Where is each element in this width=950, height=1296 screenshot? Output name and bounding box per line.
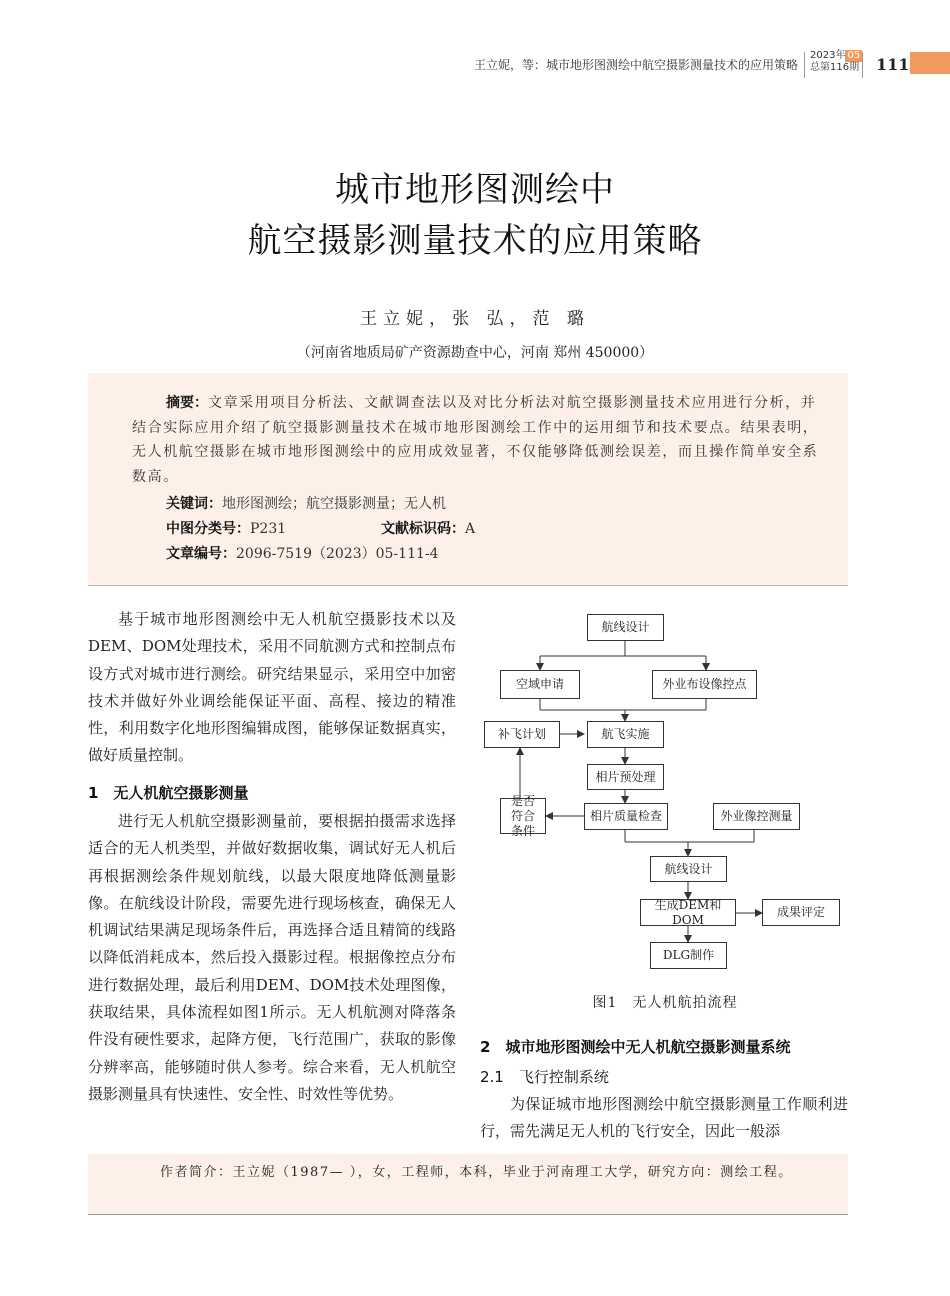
header-divider	[862, 52, 863, 78]
author-bio: 作者简介：王立妮（1987— ），女，工程师，本科，毕业于河南理工大学，研究方向：测绘工程。	[160, 1165, 793, 1180]
page-number: 111	[876, 55, 910, 74]
intro-paragraph: 基于城市地形图测绘中无人机航空摄影技术以及DEM、DOM处理技术，采用不同航测方式和控制点布设方式对城市进行测绘。研究结果显示，采用空中加密技术并做好外业调绘能保证平面、高程、接边的精准性，利用数字化地形图编辑成图，能够保证数据真实，做好质量控制。	[88, 610, 456, 765]
clc-number	[166, 518, 286, 538]
section-1-heading: 1 无人机航空摄影测量	[88, 784, 249, 802]
keywords-label: 关键词：	[166, 496, 222, 512]
article-title-line-2: 航空摄影测量技术的应用策略	[247, 221, 703, 261]
flow-node-route-design-2: 航线设计	[650, 856, 727, 882]
clc-value: P231	[250, 521, 287, 537]
abstract	[132, 391, 822, 489]
issue-number: 05	[847, 50, 861, 61]
flow-node-flight-exec: 航飞实施	[587, 721, 664, 748]
article-title-line-1: 城市地形图测绘中	[335, 170, 615, 210]
flowchart-figure	[480, 606, 850, 986]
abstract-label: 摘要：	[166, 395, 208, 411]
header-divider	[804, 52, 805, 78]
affiliation: （河南省地质局矿产资源勘查中心，河南 郑州 450000）	[296, 345, 654, 361]
flow-node-route-design: 航线设计	[587, 614, 664, 641]
flow-node-supplement-plan: 补飞计划	[484, 721, 560, 748]
section-2-heading: 2 城市地形图测绘中无人机航空摄影测量系统	[480, 1038, 791, 1056]
section-1-paragraph: 进行无人机航空摄影测量前，要根据拍摄需求选择适合的无人机类型，并做好数据收集，调试好无人机后再根据测绘条件规划航线，以最大限度地降低测量影像。在航线设计阶段，需要先进行现场核查，确保无人机调试结果满足现场条件后，再选择合适且精简的线路以降低消耗成本，然后投入摄影过程。根据像控点分布进行数据处理，最后利用DEM、DOM技术处理图像，获取结果，具体流程如图1所示。无人机航测对降落条件没有硬性要求，起降方便，飞行范围广，获取的影像分辨率高，能够随时供人参考。综合来看，无人机航空摄影测量具有快速性、安全性、时效性等优势。	[88, 812, 456, 1103]
flow-node-dlg-make: DLG制作	[650, 942, 727, 969]
document-code	[381, 518, 475, 538]
flow-node-field-control-layout: 外业布设像控点	[652, 670, 757, 699]
flow-node-photo-preprocess: 相片预处理	[587, 764, 664, 790]
flow-node-field-control-survey: 外业像控测量	[713, 803, 800, 830]
article-number	[166, 543, 439, 563]
doc-code-label: 文献标识码：	[381, 521, 465, 537]
figure-caption: 图1 无人机航拍流程	[592, 995, 738, 1011]
author-bio-box	[88, 1154, 848, 1215]
abstract-box	[88, 373, 848, 586]
section-2-1-paragraph: 为保证城市地形图测绘中航空摄影测量工作顺利进行，需先满足无人机的飞行安全，因此一般添	[480, 1095, 848, 1141]
keywords-value: 地形图测绘；航空摄影测量；无人机	[222, 496, 446, 512]
issue-year: 2023年	[810, 50, 846, 61]
flow-node-airspace-apply: 空域申请	[500, 670, 580, 699]
doc-code-value: A	[465, 521, 476, 537]
keywords	[166, 493, 446, 513]
running-title: 王立妮，等：城市地形图测绘中航空摄影测量技术的应用策略	[473, 58, 798, 72]
authors: 王立妮，张 弘，范 璐	[360, 309, 590, 329]
issue-total: 总第116期	[810, 62, 860, 73]
abstract-text: 文章采用项目分析法、文献调查法以及对比分析法对航空摄影测量技术应用进行分析，并结合实际应用介绍了航空摄影测量技术在城市地形图测绘工作中的运用细节和技术要点。结果表明，无人机航空摄影在城市地形图测绘中的应用成效显著，不仅能够降低测绘误差，而且操作简单安全系数高。	[132, 395, 819, 485]
section-2-1-heading: 2.1 飞行控制系统	[480, 1068, 609, 1086]
page-tab-decoration	[910, 52, 950, 74]
issue-info	[810, 50, 862, 74]
flow-node-result-eval: 成果评定	[762, 899, 840, 926]
clc-label: 中图分类号：	[166, 521, 250, 537]
article-no-value: 2096-7519（2023）05-111-4	[236, 546, 439, 562]
article-no-label: 文章编号：	[166, 546, 236, 562]
flow-node-photo-qc: 相片质量检查	[584, 803, 668, 830]
flow-node-gen-dem-dom: 生成DEM和DOM	[640, 899, 736, 926]
flow-node-meets-condition: 是否符合条件	[500, 798, 546, 834]
